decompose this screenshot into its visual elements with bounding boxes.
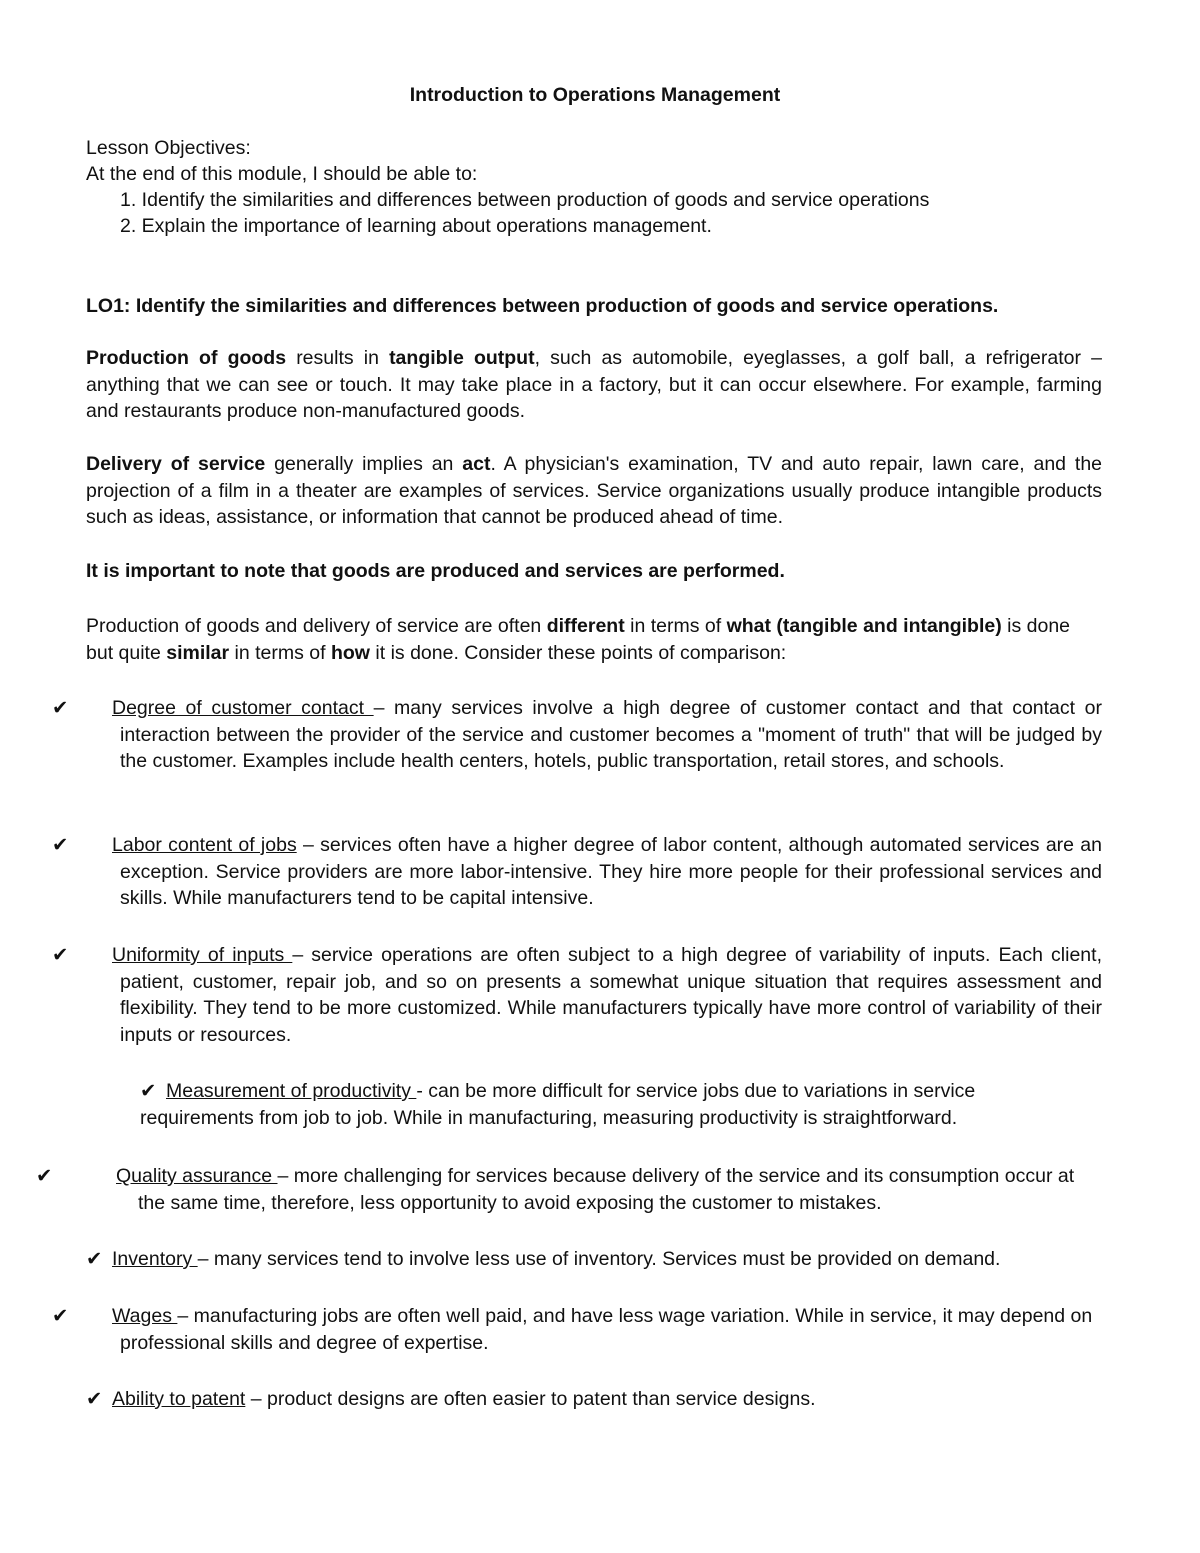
comparison-emphasis: what (tangible and intangible) [726,615,1002,637]
important-note: It is important to note that goods are produced and services are performed. [86,560,785,582]
bullet-label: Labor content of jobs [112,834,297,856]
objectives-intro: At the end of this module, I should be able to: [86,163,478,185]
bullet-text: - can be more difficult for service jobs due to variations in service requirements from job to job. While in manufacturing, measuring productivity is straightforward. [140,1080,976,1129]
bullet-text: – service operations are often subject to a high degree of variability of inputs. Each client, patient, customer, repair job, and so on presents a somewhat unique situation that requires assessment and flexibility. They tend to be more customized. While manufacturers typically have more control of variability of their inputs or resources. [120,944,1102,1046]
comparison-paragraph [86,613,1102,666]
bullet-text: – more challenging for services because delivery of the service and its consumption occur at the same time, therefore, less opportunity to avoid exposing the customer to mistakes. [138,1165,1075,1214]
comparison-text: Production of goods and delivery of service are often [86,615,547,637]
service-paragraph [86,451,1102,531]
bullet-label: Degree of customer contact [112,697,374,719]
bullet-label: Quality assurance [116,1165,278,1187]
goods-paragraph [86,345,1102,425]
checkmark-icon: ✔ [140,1080,157,1102]
service-term: Delivery of service [86,453,266,475]
bullet-text: – services often have a higher degree of labor content, although automated services are an exception. Service providers are more labor-intensive. They hire more people for their professional services and skills. While manufacturers tend to be capital intensive. [120,834,1102,909]
comparison-bullet [86,1386,1102,1413]
comparison-bullet [52,695,1102,775]
checkmark-icon: ✔ [86,1388,103,1410]
goods-text: , such as automobile, eyeglasses, a golf ball, a refrigerator – anything that we can see or touch. It may take place in a factory, but it can occur elsewhere. For example, farming and restaurants produce non-manufactured goods. [86,347,1102,422]
bullet-text: – many services tend to involve less use of inventory. Services must be provided on demand. [197,1248,1001,1270]
comparison-emphasis: different [546,615,625,637]
goods-text: results in [286,347,390,369]
comparison-bullet [86,1246,1116,1273]
comparison-bullet [36,1163,1102,1216]
goods-term: Production of goods [86,347,287,369]
checkmark-icon: ✔ [52,944,69,966]
comparison-emphasis: how [330,641,370,664]
service-text: . A physician's examination, TV and auto repair, lawn care, and the projection of a film in a theater are examples of services. Service organizations usually produce intangible products such as ideas, assistance, or information that cannot be produced ahead of time. [86,453,1103,528]
goods-emphasis: tangible output [389,347,535,369]
document-title: Introduction to Operations Management [409,84,781,106]
bullet-label: Measurement of productivity [166,1080,417,1102]
comparison-bullet [52,832,1102,912]
comparison-text: is done but quite [86,615,1071,664]
checkmark-icon: ✔ [52,834,69,856]
comparison-text: in terms of [229,641,331,664]
service-text: generally implies an [265,453,463,475]
objectives-heading: Lesson Objectives: [86,137,251,159]
bullet-label: Inventory [112,1248,198,1270]
bullet-text: – manufacturing jobs are often well paid, and have less wage variation. While in service, it may depend on professional skills and degree of expertise. [120,1305,1093,1354]
comparison-emphasis: similar [166,641,230,664]
objective-item: 2. Explain the importance of learning about operations management. [120,215,712,237]
comparison-bullet [52,942,1102,1048]
bullet-text: – product designs are often easier to patent than service designs. [245,1388,816,1410]
checkmark-icon: ✔ [86,1248,103,1270]
bullet-text: – many services involve a high degree of customer contact and that contact or interaction between the provider of the service and customer becomes a "moment of truth" that will be judged by the customer. Examples include health centers, hotels, public transportation, retail stores, and schools. [120,697,1102,772]
lo1-heading: LO1: Identify the similarities and differences between production of goods and service operations. [86,295,999,317]
checkmark-icon: ✔ [36,1165,53,1187]
bullet-label: Uniformity of inputs [112,944,293,966]
comparison-bullet [52,1303,1102,1356]
comparison-text: it is done. Consider these points of comparison: [369,641,787,664]
checkmark-icon: ✔ [52,1305,69,1327]
comparison-bullet [130,1078,1070,1131]
bullet-label: Ability to patent [112,1388,246,1410]
service-emphasis: act [462,453,491,475]
comparison-text: in terms of [624,615,727,637]
objective-item: 1. Identify the similarities and differences between production of goods and service operations [120,189,930,211]
checkmark-icon: ✔ [52,697,69,719]
bullet-label: Wages [112,1305,178,1327]
